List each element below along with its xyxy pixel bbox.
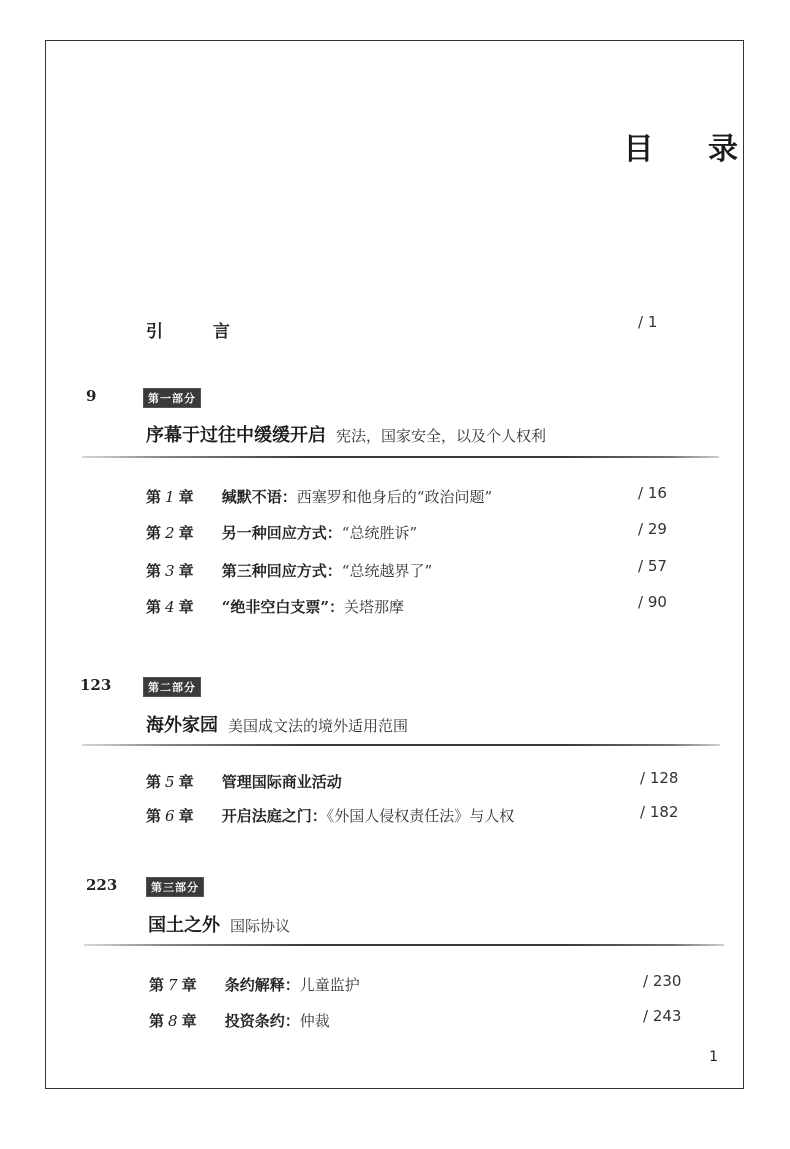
chapter-8-prefix: 第 <box>149 1012 165 1030</box>
chapter-6-number: 6 <box>165 807 175 825</box>
intro-label: 引 言 <box>146 322 252 342</box>
chapter-4-suffix: 章 <box>178 598 194 616</box>
chapter-3-title-bold: 第三种回应方式： <box>221 562 342 580</box>
part-1-badge: 第一部分 <box>143 388 201 408</box>
chapter-7-page: / 230 <box>643 972 682 990</box>
part-3-divider <box>84 944 724 946</box>
chapter-5-number: 5 <box>165 773 175 791</box>
chapter-7-title-rest: 儿童监护 <box>299 976 360 994</box>
chapter-6-suffix: 章 <box>178 807 194 825</box>
chapter-8-suffix: 章 <box>181 1012 197 1030</box>
chapter-6-prefix: 第 <box>146 807 162 825</box>
chapter-4-page: / 90 <box>638 593 667 611</box>
part-1-title: 序幕于过往中缓缓开启 <box>146 425 326 446</box>
chapter-3-prefix: 第 <box>146 562 162 580</box>
part-3-title: 国土之外 <box>148 915 220 936</box>
chapter-5-suffix: 章 <box>178 773 194 791</box>
chapter-6-title-rest: 《外国人侵权责任法》与人权 <box>326 807 515 825</box>
part-2-badge: 第二部分 <box>143 677 201 697</box>
chapter-1-row <box>146 486 492 507</box>
chapter-7-row <box>149 974 360 995</box>
chapter-4-prefix: 第 <box>146 598 162 616</box>
chapter-4-title-rest: 关塔那摩 <box>344 598 405 616</box>
part-2-divider <box>82 744 720 746</box>
chapter-1-number: 1 <box>165 488 175 506</box>
chapter-4-title-bold: “绝非空白支票”： <box>221 598 345 616</box>
part-3-badge: 第三部分 <box>146 877 204 897</box>
part-3-start-page: 223 <box>86 876 118 894</box>
chapter-2-number: 2 <box>165 524 175 542</box>
part-1-divider <box>82 456 719 458</box>
chapter-5-row <box>146 771 342 792</box>
chapter-8-title-rest: 仲裁 <box>299 1012 330 1030</box>
chapter-7-number: 7 <box>168 976 178 994</box>
chapter-4-row <box>146 596 404 617</box>
part-1-start-page: 9 <box>86 387 97 405</box>
part-2-title: 海外家园 <box>146 715 218 736</box>
chapter-6-row <box>146 805 514 826</box>
part-3-subtitle: 国际协议 <box>230 917 291 935</box>
chapter-1-title-bold: 缄默不语： <box>221 488 297 506</box>
chapter-8-title-bold: 投资条约： <box>224 1012 300 1030</box>
chapter-5-title-bold: 管理国际商业活动 <box>221 773 342 791</box>
part-3-heading <box>148 911 290 937</box>
toc-title: 目 录 <box>623 132 760 167</box>
chapter-2-prefix: 第 <box>146 524 162 542</box>
chapter-7-suffix: 章 <box>181 976 197 994</box>
chapter-2-title-bold: 另一种回应方式： <box>221 524 342 542</box>
chapter-7-title-bold: 条约解释： <box>224 976 300 994</box>
chapter-3-row <box>146 560 432 581</box>
chapter-7-prefix: 第 <box>149 976 165 994</box>
chapter-2-suffix: 章 <box>178 524 194 542</box>
intro-page-number: / 1 <box>638 313 658 331</box>
chapter-2-row <box>146 522 417 543</box>
chapter-8-row <box>149 1010 330 1031</box>
part-1-heading <box>146 421 546 447</box>
chapter-3-number: 3 <box>165 562 175 580</box>
chapter-3-suffix: 章 <box>178 562 194 580</box>
footer-page-number: 1 <box>709 1049 718 1065</box>
chapter-6-title-bold: 开启法庭之门： <box>221 807 327 825</box>
chapter-8-page: / 243 <box>643 1007 682 1025</box>
chapter-1-page: / 16 <box>638 484 667 502</box>
chapter-1-prefix: 第 <box>146 488 162 506</box>
chapter-6-page: / 182 <box>640 803 679 821</box>
chapter-4-number: 4 <box>165 598 175 616</box>
chapter-3-page: / 57 <box>638 557 667 575</box>
part-2-heading <box>146 711 408 737</box>
part-2-start-page: 123 <box>80 676 112 694</box>
chapter-5-page: / 128 <box>640 769 679 787</box>
chapter-2-page: / 29 <box>638 520 667 538</box>
chapter-2-title-rest: “总统胜诉” <box>341 524 418 542</box>
chapter-5-prefix: 第 <box>146 773 162 791</box>
part-2-subtitle: 美国成文法的境外适用范围 <box>228 717 409 735</box>
part-1-subtitle: 宪法，国家安全，以及个人权利 <box>336 427 547 445</box>
chapter-1-title-rest: 西塞罗和他身后的“政治问题” <box>296 488 493 506</box>
chapter-1-suffix: 章 <box>178 488 194 506</box>
chapter-8-number: 8 <box>168 1012 178 1030</box>
chapter-3-title-rest: “总统越界了” <box>341 562 433 580</box>
